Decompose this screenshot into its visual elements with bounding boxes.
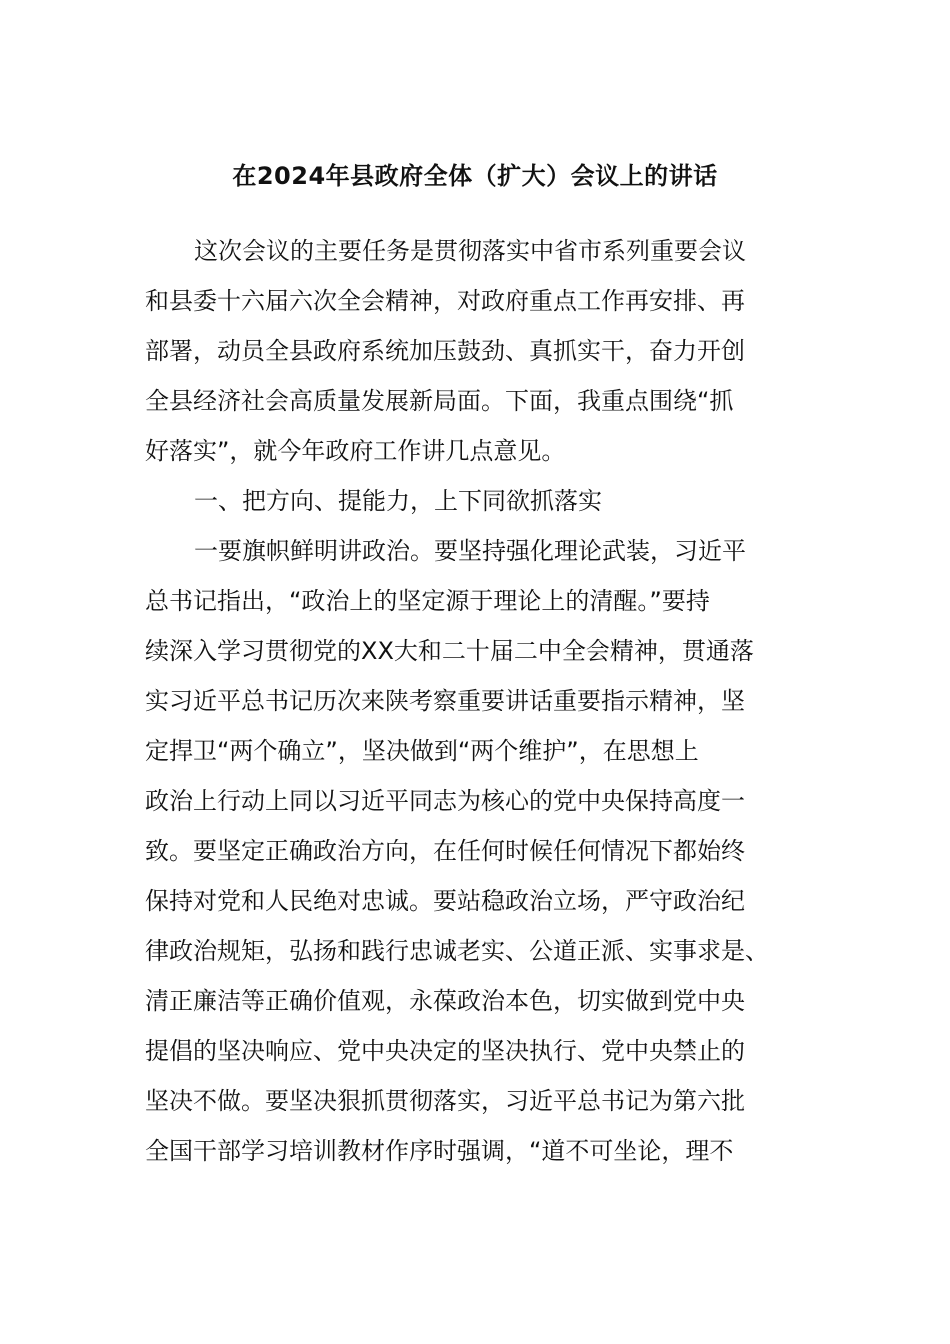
paragraph-line: 总书记指出，“政治上的坚定源于理论上的清醒。”要持 [145, 587, 710, 615]
paragraph-line: 提倡的坚决响应、党中央决定的坚决执行、党中央禁止的 [145, 1037, 745, 1065]
paragraph-line: 定捍卫“两个确立”，坚决做到“两个维护”，在思想上 [145, 737, 699, 765]
paragraph-line: 保持对党和人民绝对忠诚。要站稳政治立场，严守政治纪 [145, 887, 745, 915]
paragraph-line: 律政治规矩，弘扬和践行忠诚老实、公道正派、实事求是、 [145, 937, 769, 965]
document-title: 在2024年县政府全体（扩大）会议上的讲话 [232, 162, 718, 190]
paragraph-line: 致。要坚定正确政治方向，在任何时候任何情况下都始终 [145, 837, 745, 865]
paragraph-line: 全县经济社会高质量发展新局面。下面，我重点围绕“抓 [145, 387, 734, 415]
section-heading: 一、把方向、提能力，上下同欲抓落实 [194, 487, 602, 515]
paragraph-line: 实习近平总书记历次来陕考察重要讲话重要指示精神，坚 [145, 687, 745, 715]
paragraph-line: 和县委十六届六次全会精神，对政府重点工作再安排、再 [145, 287, 745, 315]
document-body [145, 226, 805, 1176]
paragraph-line: 坚决不做。要坚决狠抓贯彻落实，习近平总书记为第六批 [145, 1087, 745, 1115]
paragraph-line: 续深入学习贯彻党的XX大和二十届二中全会精神，贯通落 [145, 637, 754, 665]
paragraph-line: 好落实”，就今年政府工作讲几点意见。 [145, 437, 566, 465]
paragraph-line: 全国干部学习培训教材作序时强调，“道不可坐论，理不 [145, 1137, 734, 1165]
paragraph-line: 这次会议的主要任务是贯彻落实中省市系列重要会议 [194, 237, 746, 265]
paragraph-line: 清正廉洁等正确价值观，永葆政治本色，切实做到党中央 [145, 987, 745, 1015]
paragraph-line: 政治上行动上同以习近平同志为核心的党中央保持高度一 [145, 787, 745, 815]
paragraph-line: 部署，动员全县政府系统加压鼓劲、真抓实干，奋力开创 [145, 337, 745, 365]
paragraph-line: 一要旗帜鲜明讲政治。要坚持强化理论武装，习近平 [194, 537, 746, 565]
